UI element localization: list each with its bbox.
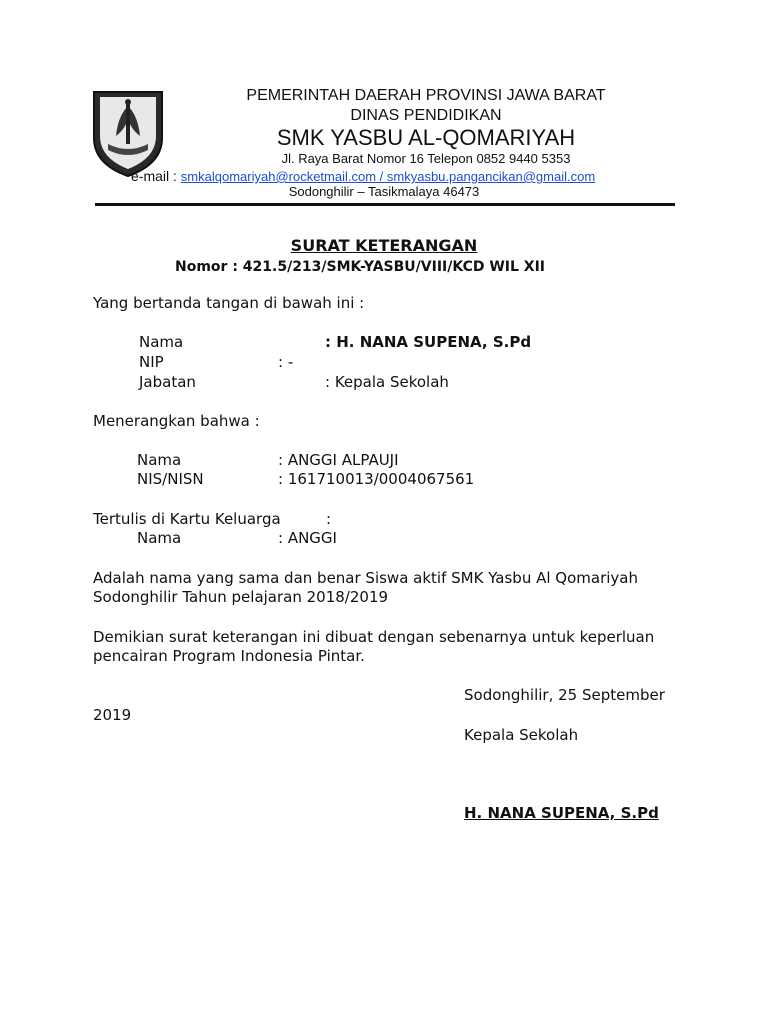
signer-name: : H. NANA SUPENA, S.Pd (325, 333, 532, 351)
signer-name-label: Nama (139, 333, 184, 351)
header-address: Jl. Raya Barat Nomor 16 Telepon 0852 9440 5353 (281, 151, 571, 166)
signer-position-value: : Kepala Sekolah (325, 373, 449, 391)
kk-name-value: : ANGGI (278, 529, 337, 547)
email-link[interactable]: smkalqomariyah@rocketmail.com / smkyasbu.pangancikan@gmail.com (180, 169, 596, 184)
declares-text: Menerangkan bahwa : (93, 412, 260, 430)
intro-text: Yang bertanda tangan di bawah ini : (93, 294, 365, 312)
student-name-label: Nama (137, 451, 182, 469)
closing-line-2: pencairan Program Indonesia Pintar. (93, 647, 365, 665)
closing-line-1: Demikian surat keterangan ini dibuat dengan sebenarnya untuk keperluan (93, 628, 655, 646)
statement-line-1: Adalah nama yang sama dan benar Siswa aktif SMK Yasbu Al Qomariyah (93, 569, 639, 587)
signer-name-value (325, 333, 531, 351)
statement-line-2: Sodonghilir Tahun pelajaran 2018/2019 (93, 588, 389, 606)
signer-position-label: Jabatan (139, 373, 196, 391)
header-divider (95, 203, 675, 206)
letter-title: SURAT KETERANGAN (290, 236, 478, 255)
date-year: 2019 (93, 706, 132, 724)
header-location: Sodonghilir – Tasikmalaya 46473 (288, 184, 480, 199)
signer-nip-value: : - (278, 353, 294, 371)
student-nis-value: : 161710013/0004067561 (278, 470, 475, 488)
student-nis-label: NIS/NISN (137, 470, 204, 488)
kk-label: Tertulis di Kartu Keluarga (93, 510, 281, 528)
email-label: e-mail : (131, 168, 177, 184)
place-date: Sodonghilir, 25 September (464, 686, 665, 704)
signer-nip-label: NIP (139, 353, 164, 371)
signer-position: Kepala Sekolah (464, 726, 579, 744)
signature-name: H. NANA SUPENA, S.Pd (464, 804, 659, 822)
kk-name-label: Nama (137, 529, 182, 547)
header-department: DINAS PENDIDIKAN (350, 107, 502, 124)
header-government: PEMERINTAH DAERAH PROVINSI JAWA BARAT (246, 87, 606, 104)
kk-colon: : (326, 510, 332, 528)
student-name-value: : ANGGI ALPAUJI (278, 451, 399, 469)
header-school-name: SMK YASBU AL-QOMARIYAH (276, 125, 576, 150)
header-email-row (131, 168, 595, 184)
letter-number: Nomor : 421.5/213/SMK-YASBU/VIII/KCD WIL XII (175, 259, 546, 275)
